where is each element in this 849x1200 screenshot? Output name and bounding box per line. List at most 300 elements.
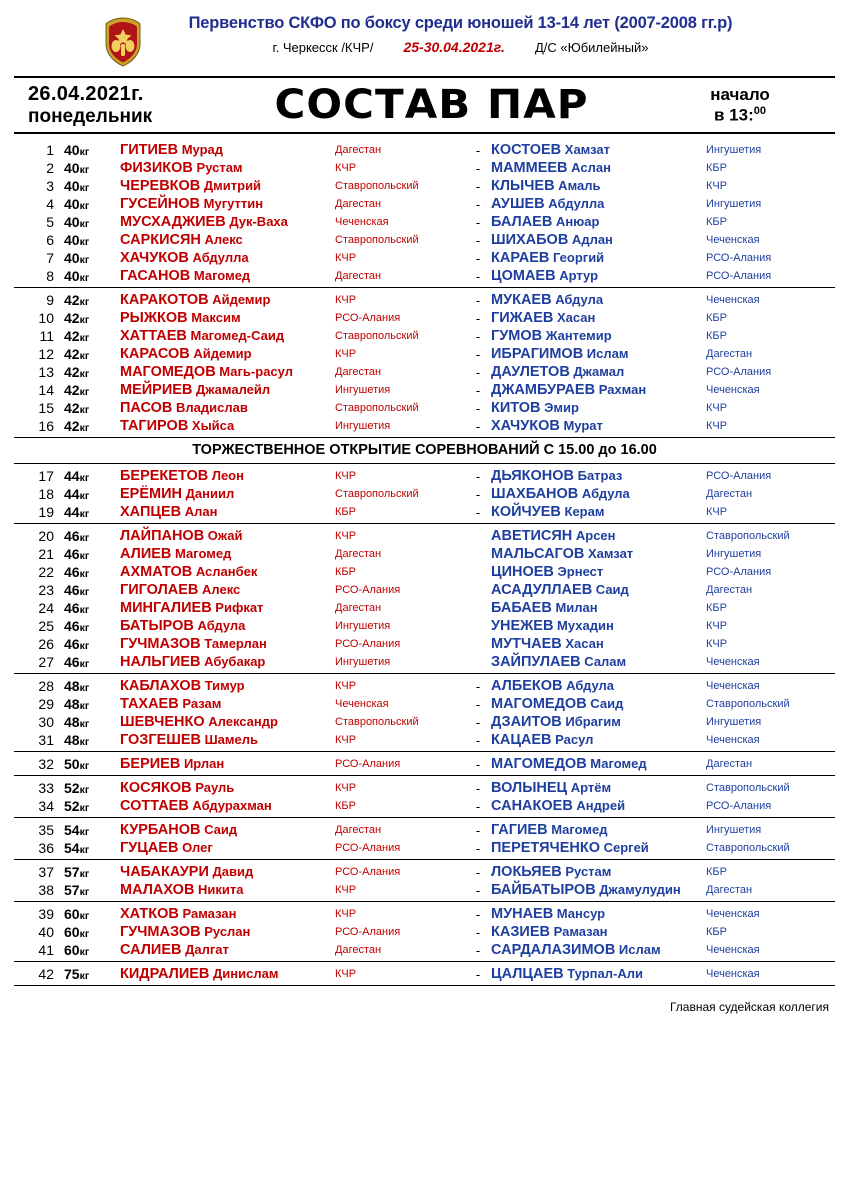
bout-row	[14, 839, 835, 860]
red-corner-athlete	[120, 902, 335, 924]
athlete-given-name: Даниил	[182, 486, 235, 501]
weight-category: 42кг	[64, 346, 90, 362]
athlete-given-name: Хасан	[561, 636, 604, 651]
bout-row	[14, 563, 835, 581]
athlete-surname: КЛЫЧЕВ	[491, 178, 555, 194]
blue-corner-athlete	[491, 563, 706, 581]
blue-corner-athlete	[491, 177, 706, 195]
blue-corner-region: Дагестан	[706, 584, 753, 596]
blue-corner-region: Ставропольский	[706, 839, 835, 860]
blue-corner-athlete	[491, 653, 706, 674]
athlete-surname: АЛИЕВ	[120, 546, 172, 562]
bout-number: 9	[46, 292, 54, 308]
athlete-surname: ГУЦАЕВ	[120, 840, 179, 856]
athlete-given-name: Милан	[551, 600, 598, 615]
red-corner-region: КЧР	[335, 731, 465, 752]
bout-row	[14, 752, 835, 776]
athlete-surname: КАРАКОТОВ	[120, 292, 209, 308]
bout-number: 4	[46, 196, 54, 212]
weight-category: 50кг	[64, 752, 120, 776]
athlete-surname: КИДРАЛИЕВ	[120, 966, 210, 982]
athlete-surname: ДЬЯКОНОВ	[491, 468, 574, 484]
weight-unit: кг	[79, 472, 90, 484]
athlete-surname: КОЙЧУЕВ	[491, 504, 561, 520]
blue-corner-athlete	[491, 159, 706, 177]
red-corner-athlete	[120, 288, 335, 310]
athlete-given-name: Расул	[551, 732, 594, 747]
bout-row	[14, 327, 835, 345]
weight-unit: кг	[79, 272, 90, 284]
red-corner-athlete	[120, 839, 335, 860]
bout-row	[14, 731, 835, 752]
athlete-surname: БАЛАЕВ	[491, 214, 553, 230]
bout-number: 3	[46, 178, 54, 194]
weight-category: 60кг	[64, 924, 90, 940]
versus-separator: -	[475, 382, 481, 398]
bout-row	[14, 545, 835, 563]
athlete-given-name: Магомед	[171, 546, 232, 561]
athlete-given-name: Артём	[567, 780, 612, 795]
athlete-given-name: Анюар	[552, 214, 600, 229]
red-corner-region: КЧР	[335, 348, 357, 360]
bout-number: 40	[38, 924, 54, 940]
athlete-given-name: Алекс	[198, 582, 241, 597]
red-corner-region: Ингушетия	[335, 384, 391, 396]
blue-corner-region: КЧР	[706, 180, 728, 192]
athlete-given-name: Джамулудин	[595, 882, 681, 897]
bout-row	[14, 653, 835, 674]
blue-corner-region: КЧР	[706, 503, 835, 524]
blue-corner-athlete	[491, 731, 706, 752]
versus-separator: -	[475, 468, 481, 484]
athlete-given-name: Рамазан	[549, 924, 608, 939]
athlete-surname: ПЕРЕТЯЧЕНКО	[491, 840, 600, 856]
athlete-surname: ХАТТАЕВ	[120, 328, 187, 344]
athlete-surname: КИТОВ	[491, 400, 541, 416]
blue-corner-athlete	[491, 818, 706, 840]
red-corner-region: Дагестан	[335, 144, 382, 156]
weight-category: 40кг	[64, 160, 90, 176]
weight-unit: кг	[79, 802, 90, 814]
athlete-given-name: Давид	[208, 864, 254, 879]
blue-corner-athlete	[491, 267, 706, 288]
blue-corner-athlete	[491, 839, 706, 860]
athlete-given-name: Шамель	[201, 732, 259, 747]
start-time-minutes: 00	[753, 104, 766, 117]
red-corner-athlete	[120, 731, 335, 752]
athlete-given-name: Дук-Ваха	[225, 214, 288, 229]
athlete-surname: РЫЖКОВ	[120, 310, 188, 326]
weight-unit: кг	[79, 718, 90, 730]
blue-corner-athlete	[491, 962, 706, 986]
weight-category: 54кг	[64, 822, 90, 838]
bout-number: 1	[46, 142, 54, 158]
blue-corner-athlete	[491, 881, 706, 902]
athlete-surname: МУНАЕВ	[491, 906, 554, 922]
red-corner-region: КЧР	[335, 530, 357, 542]
weight-unit: кг	[79, 508, 90, 520]
athlete-surname: ЗАЙПУЛАЕВ	[491, 654, 581, 670]
weight-unit: кг	[79, 490, 90, 502]
blue-corner-region: РСО-Алания	[706, 566, 772, 578]
red-corner-athlete	[120, 417, 335, 438]
blue-corner-athlete	[491, 213, 706, 231]
versus-separator: -	[465, 503, 491, 524]
red-corner-region: РСО-Алания	[335, 638, 401, 650]
red-corner-region: Дагестан	[335, 941, 465, 962]
athlete-surname: МАЛЬСАГОВ	[491, 546, 585, 562]
bout-row	[14, 309, 835, 327]
red-corner-athlete	[120, 617, 335, 635]
weight-category: 44кг	[64, 468, 90, 484]
athlete-surname: ЦОМАЕВ	[491, 268, 556, 284]
athlete-given-name: Никита	[194, 882, 244, 897]
blue-corner-athlete	[491, 363, 706, 381]
weight-unit: кг	[79, 844, 90, 856]
blue-corner-region: Ингушетия	[706, 198, 762, 210]
bout-row	[14, 464, 835, 486]
athlete-given-name: Александр	[204, 714, 278, 729]
red-corner-region: Дагестан	[335, 267, 465, 288]
bout-row	[14, 524, 835, 546]
athlete-surname: МАГОМЕДОВ	[120, 364, 216, 380]
athlete-given-name: Абубакар	[200, 654, 266, 669]
weight-unit: кг	[79, 550, 90, 562]
versus-separator: -	[475, 822, 481, 838]
blue-corner-athlete	[491, 195, 706, 213]
weight-unit: кг	[79, 296, 90, 308]
weight-unit: кг	[79, 910, 90, 922]
blue-corner-athlete	[491, 399, 706, 417]
blue-corner-athlete	[491, 417, 706, 438]
bout-row	[14, 776, 835, 798]
athlete-given-name: Асланбек	[192, 564, 258, 579]
red-corner-region: КЧР	[335, 680, 357, 692]
athlete-given-name: Хамзат	[584, 546, 634, 561]
competition-subtitle	[146, 39, 775, 55]
athlete-given-name: Дмитрий	[200, 178, 262, 193]
bout-number: 2	[46, 160, 54, 176]
athlete-surname: МУТЧАЕВ	[491, 636, 562, 652]
weight-category: 75кг	[64, 962, 120, 986]
bout-row	[14, 713, 835, 731]
red-corner-region: РСО-Алания	[335, 584, 401, 596]
athlete-given-name: Ибрагим	[561, 714, 621, 729]
athlete-given-name: Батраз	[573, 468, 623, 483]
athlete-given-name: Хамзат	[561, 142, 611, 157]
weight-unit: кг	[79, 784, 90, 796]
bout-number: 25	[38, 618, 54, 634]
blue-corner-athlete	[491, 581, 706, 599]
weight-category: 48кг	[64, 696, 90, 712]
versus-separator: -	[475, 328, 481, 344]
versus-separator	[465, 635, 491, 653]
athlete-surname: ВОЛЫНЕЦ	[491, 780, 568, 796]
athlete-given-name: Мурат	[559, 418, 603, 433]
weight-unit: кг	[79, 404, 90, 416]
bout-row	[14, 288, 835, 310]
athlete-surname: КУРБАНОВ	[120, 822, 201, 838]
weight-category: 42кг	[64, 417, 120, 438]
athlete-given-name: Георгий	[549, 250, 605, 265]
athlete-given-name: Амаль	[554, 178, 601, 193]
athlete-given-name: Мурад	[178, 142, 224, 157]
versus-separator: -	[475, 310, 481, 326]
bout-row	[14, 860, 835, 882]
bout-number: 22	[38, 564, 54, 580]
athlete-given-name: Адлан	[568, 232, 613, 247]
weight-category: 42кг	[64, 328, 90, 344]
bout-row	[14, 138, 835, 159]
red-corner-athlete	[120, 464, 335, 486]
athlete-given-name: Сергей	[599, 840, 649, 855]
athlete-surname: ЕРЁМИН	[120, 486, 183, 502]
bout-number: 23	[38, 582, 54, 598]
athlete-surname: ФИЗИКОВ	[120, 160, 193, 176]
red-corner-region: КЧР	[335, 470, 357, 482]
athlete-surname: МЕЙРИЕВ	[120, 382, 193, 398]
red-corner-athlete	[120, 695, 335, 713]
red-corner-athlete	[120, 231, 335, 249]
blue-corner-athlete	[491, 464, 706, 486]
weight-category: 46кг	[64, 564, 90, 580]
versus-separator: -	[475, 232, 481, 248]
blue-corner-region: Дагестан	[706, 752, 835, 776]
athlete-surname: НАЛЬГИЕВ	[120, 654, 201, 670]
bout-row	[14, 213, 835, 231]
bout-number: 15	[38, 400, 54, 416]
athlete-given-name: Магь-расул	[215, 364, 293, 379]
red-corner-region: Ингушетия	[335, 620, 391, 632]
red-corner-region: КБР	[335, 503, 465, 524]
athlete-surname: МАММЕЕВ	[491, 160, 568, 176]
red-corner-region: КЧР	[335, 962, 465, 986]
competition-dates: 25-30.04.2021г.	[403, 39, 505, 55]
bout-number: 30	[38, 714, 54, 730]
red-corner-athlete	[120, 581, 335, 599]
blue-corner-athlete	[491, 327, 706, 345]
red-corner-region: Дагестан	[335, 548, 382, 560]
athlete-surname: КОСЯКОВ	[120, 780, 192, 796]
athlete-surname: ЧЕРЕВКОВ	[120, 178, 201, 194]
athlete-given-name: Далгат	[181, 942, 229, 957]
weight-category: 42кг	[64, 292, 90, 308]
red-corner-athlete	[120, 860, 335, 882]
bout-row	[14, 267, 835, 288]
weight-unit: кг	[79, 236, 90, 248]
athlete-surname: АСАДУЛЛАЕВ	[491, 582, 593, 598]
athlete-given-name: Тамерлан	[200, 636, 267, 651]
bout-number: 12	[38, 346, 54, 362]
red-corner-athlete	[120, 177, 335, 195]
session-weekday: понедельник	[28, 105, 153, 127]
athlete-surname: АУШЕВ	[491, 196, 545, 212]
versus-separator: -	[475, 906, 481, 922]
athlete-surname: МУСХАДЖИЕВ	[120, 214, 226, 230]
athlete-given-name: Андрей	[572, 798, 626, 813]
bout-number: 26	[38, 636, 54, 652]
versus-separator	[465, 653, 491, 674]
athlete-surname: КОСТОЕВ	[491, 142, 562, 158]
weight-unit: кг	[79, 970, 90, 982]
blue-corner-region: Дагестан	[706, 881, 835, 902]
blue-corner-region: Чеченская	[706, 680, 760, 692]
blue-corner-region: КБР	[706, 926, 727, 938]
athlete-surname: ШИХАБОВ	[491, 232, 569, 248]
athlete-given-name: Рустам	[192, 160, 243, 175]
blue-corner-athlete	[491, 231, 706, 249]
blue-corner-region: Чеченская	[706, 653, 835, 674]
athlete-surname: ГИЖАЕВ	[491, 310, 554, 326]
athlete-surname: ИБРАГИМОВ	[491, 346, 584, 362]
versus-separator: -	[475, 214, 481, 230]
athlete-surname: ГУМОВ	[491, 328, 543, 344]
bout-number: 37	[38, 864, 54, 880]
bout-number: 32	[14, 752, 64, 776]
athlete-surname: УНЕЖЕВ	[491, 618, 554, 634]
blue-corner-athlete	[491, 617, 706, 635]
red-corner-region: Ингушетия	[335, 417, 465, 438]
athlete-surname: БАТЫРОВ	[120, 618, 194, 634]
athlete-surname: САРДАЛАЗИМОВ	[491, 942, 616, 958]
weight-category: 40кг	[64, 250, 90, 266]
athlete-surname: БАБАЕВ	[491, 600, 552, 616]
red-corner-athlete	[120, 818, 335, 840]
versus-separator: -	[475, 364, 481, 380]
red-corner-region: КЧР	[335, 294, 357, 306]
bout-row	[14, 818, 835, 840]
red-corner-region: Ставропольский	[335, 716, 419, 728]
bout-row	[14, 581, 835, 599]
blue-corner-region: КБР	[706, 866, 727, 878]
red-corner-athlete	[120, 653, 335, 674]
red-corner-athlete	[120, 545, 335, 563]
athlete-surname: ДАУЛЕТОВ	[491, 364, 570, 380]
start-time-value: в 13:	[714, 105, 754, 125]
athlete-given-name: Абдурахман	[188, 798, 272, 813]
bout-row	[14, 345, 835, 363]
athlete-given-name: Абдула	[578, 486, 630, 501]
blue-corner-region: КЧР	[706, 417, 835, 438]
weight-category: 52кг	[64, 797, 120, 818]
red-corner-athlete	[120, 599, 335, 617]
athlete-given-name: Магомед	[547, 822, 608, 837]
weight-category: 54кг	[64, 839, 120, 860]
bout-row	[14, 962, 835, 986]
red-corner-athlete	[120, 503, 335, 524]
red-corner-athlete	[120, 524, 335, 546]
versus-separator: -	[465, 839, 491, 860]
bout-row	[14, 231, 835, 249]
athlete-given-name: Леон	[208, 468, 244, 483]
weight-category: 46кг	[64, 582, 90, 598]
weight-category: 46кг	[64, 600, 90, 616]
athlete-given-name: Джамалейл	[192, 382, 271, 397]
bout-number: 19	[14, 503, 64, 524]
blue-corner-region: Чеченская	[706, 384, 760, 396]
athlete-surname: ГИГОЛАЕВ	[120, 582, 199, 598]
bout-row	[14, 381, 835, 399]
athlete-given-name: Владислав	[172, 400, 248, 415]
weight-unit: кг	[79, 946, 90, 958]
blue-corner-athlete	[491, 138, 706, 159]
versus-separator: -	[475, 292, 481, 308]
athlete-given-name: Рустам	[561, 864, 612, 879]
blue-corner-athlete	[491, 524, 706, 546]
blue-corner-region: РСО-Алания	[706, 470, 772, 482]
athlete-given-name: Абдулла	[188, 250, 249, 265]
red-corner-athlete	[120, 752, 335, 776]
blue-corner-athlete	[491, 923, 706, 941]
bout-row	[14, 617, 835, 635]
bout-row	[14, 797, 835, 818]
athlete-given-name: Джамал	[569, 364, 625, 379]
bout-row	[14, 177, 835, 195]
versus-separator: -	[465, 941, 491, 962]
red-corner-athlete	[120, 962, 335, 986]
athlete-given-name: Абдула	[193, 618, 246, 633]
red-corner-region: РСО-Алания	[335, 312, 401, 324]
weight-unit: кг	[79, 682, 90, 694]
red-corner-athlete	[120, 563, 335, 581]
versus-separator	[465, 581, 491, 599]
red-corner-region: Ставропольский	[335, 402, 419, 414]
athlete-given-name: Хыйса	[188, 418, 235, 433]
blue-corner-athlete	[491, 485, 706, 503]
bout-number: 20	[38, 528, 54, 544]
bout-row	[14, 695, 835, 713]
weight-unit: кг	[79, 386, 90, 398]
versus-separator: -	[475, 142, 481, 158]
red-corner-athlete	[120, 797, 335, 818]
blue-corner-region: РСО-Алания	[706, 252, 772, 264]
weight-unit: кг	[79, 658, 90, 670]
blue-corner-athlete	[491, 249, 706, 267]
weight-unit: кг	[79, 350, 90, 362]
blue-corner-athlete	[491, 345, 706, 363]
blue-corner-athlete	[491, 797, 706, 818]
versus-separator: -	[475, 780, 481, 796]
athlete-given-name: Мансур	[553, 906, 606, 921]
athlete-given-name: Максим	[187, 310, 241, 325]
weight-category: 42кг	[64, 400, 90, 416]
athlete-given-name: Руслан	[200, 924, 251, 939]
weight-unit: кг	[79, 146, 90, 158]
footer-note: Главная судейская коллегия	[669, 1000, 829, 1014]
weight-category: 48кг	[64, 714, 90, 730]
athlete-given-name: Жантемир	[542, 328, 612, 343]
bout-number: 16	[14, 417, 64, 438]
bout-row	[14, 599, 835, 617]
athlete-given-name: Абдулла	[544, 196, 605, 211]
athlete-surname: КАЗИЕВ	[491, 924, 550, 940]
blue-corner-region: Ингушетия	[706, 716, 762, 728]
blue-corner-region: Ингушетия	[706, 548, 762, 560]
red-corner-athlete	[120, 399, 335, 417]
weight-unit: кг	[79, 826, 90, 838]
versus-separator: -	[465, 752, 491, 776]
title-band	[14, 76, 835, 134]
weight-category: 42кг	[64, 382, 90, 398]
versus-separator: -	[465, 267, 491, 288]
blue-corner-region: Чеченская	[706, 941, 835, 962]
russian-coat-of-arms-icon	[100, 16, 146, 68]
weight-category: 42кг	[64, 310, 90, 326]
blue-corner-region: Чеченская	[706, 234, 760, 246]
blue-corner-athlete	[491, 776, 706, 798]
red-corner-region: КЧР	[335, 782, 357, 794]
weight-unit: кг	[79, 886, 90, 898]
